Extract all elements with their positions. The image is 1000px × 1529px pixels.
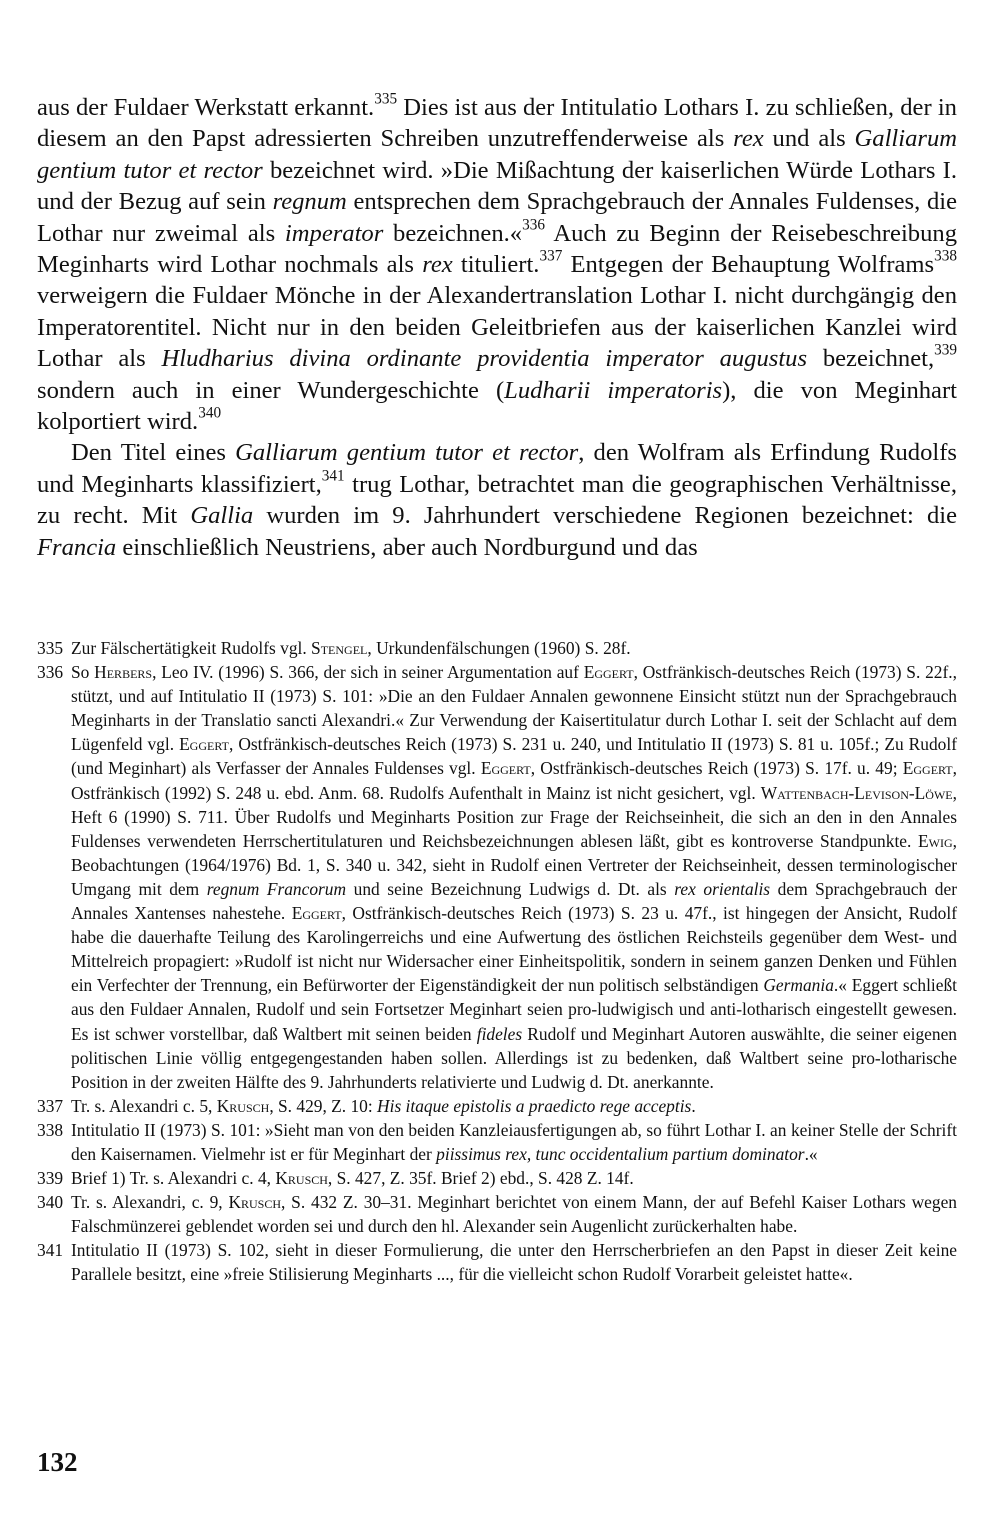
italic-text: His itaque epistolis a praedicto rege acceptis (377, 1095, 692, 1116)
text-run: , Ostfränkisch-deutsches Reich (1973) S. 231 u. 240, und Intitulatio II (1973) S. 81 u. 105f.; Zu Rudolf (und Meginhart) als Verfasser der Annales Fuldenses vgl. (71, 734, 957, 779)
text-run: dem Sprachgebrauch der Annales Xantenses nahestehe. (71, 878, 957, 924)
text-run: wurden im 9. Jahrhundert verschiedene Regionen bezeichnet: die (253, 502, 957, 530)
footnote-reference: 335 (374, 90, 398, 108)
author-name: Wattenbach-Levison-Löwe (760, 782, 953, 803)
italic-text: imperator (284, 219, 384, 247)
text-run: , Heft 6 (1990) S. 711. Über Rudolfs und Meginharts Position zur Frage der Reichseinheit, die sich an den in den Annales Fuldenses verwendeten Herrschertitulaturen und Reichsbezeichnungen ablesen läßt, gibt es kontroverse Standpunkte. (71, 782, 957, 851)
footnote-text (71, 660, 957, 1094)
text-run: trug Lothar, betrachtet man die geographischen Verhältnisse, zu recht. Mit (37, 470, 957, 530)
italic-text: regnum (272, 188, 347, 216)
text-run: und seine Bezeichnung Ludwigs d. Dt. als (346, 878, 675, 899)
text-run: tituliert. (452, 251, 540, 279)
text-run: verweigern die Fuldaer Mönche in der Alexandertranslation Lothar I. nicht durchgängig den Imperatorentitel. Nicht nur in den beiden Geleitbriefen aus der kaiserlichen Kanzlei wird Lothar als (37, 282, 957, 373)
footnote-reference: 336 (522, 216, 545, 234)
italic-text: rex orientalis (674, 878, 771, 899)
text-run: , S. 432 Z. 30–31. Meginhart berichtet von einem Mann, der auf Befehl Kaiser Lothars wegen Falschmünzerei geblendet worden sei und durch den hl. Alexander sein Augenlicht zurückerhalten habe. (71, 1192, 957, 1237)
text-run: , den Wolfram als Erfindung Rudolfs und Meginharts klassifiziert, (37, 439, 957, 498)
footnote-text (71, 1166, 957, 1190)
footnote-text (71, 636, 957, 660)
footnote (37, 1118, 957, 1166)
author-name: Krusch (275, 1168, 328, 1189)
footnote (37, 1166, 957, 1190)
footnote-reference: 339 (934, 341, 957, 359)
italic-text: Hludharius divina ordinante providentia imperator augustus (161, 345, 808, 373)
footnote-reference: 338 (934, 247, 957, 265)
footnote (37, 660, 957, 1094)
text-run: bezeichnen.« (383, 219, 523, 247)
footnote-text (71, 1094, 957, 1118)
italic-text: Gallia (190, 502, 254, 530)
footnote-reference: 340 (198, 404, 222, 422)
footnote (37, 1094, 957, 1118)
footnote-number: 341 (37, 1240, 64, 1261)
footnote-reference: 337 (539, 247, 563, 265)
text-run: Rudolf und Meginhart Autoren auswählte, die seiner eigenen politischen Linie völlig entgegengestanden haben sollen. Allerdings ist zu bedenken, daß Waltbert seine pro-lotharische Position in der zweiten Hälfte des 9. Jahrhunderts relativierte und Ludwig d. Dt. anerkannte. (71, 1023, 957, 1092)
footnote-number: 336 (37, 662, 64, 683)
footnote-text (71, 1118, 957, 1166)
footnote-text (71, 1238, 957, 1286)
text-run: Den Titel eines (71, 439, 236, 467)
footnote-number: 338 (37, 1119, 64, 1140)
text-run: Entgegen der Behauptung Wolframs (562, 251, 935, 279)
text-run: Brief 1) Tr. s. Alexandri c. 4, (71, 1168, 276, 1189)
text-run: Tr. s. Alexandri c. 5, (71, 1095, 217, 1116)
footnote (37, 636, 957, 660)
text-run: ), die von Meginhart kolportiert wird. (37, 376, 957, 436)
footnotes (37, 636, 957, 1287)
italic-text: Galliarum gentium tutor et rector (235, 439, 579, 467)
italic-text: rex (422, 251, 453, 279)
author-name: Herbers (94, 662, 153, 683)
author-name: Eggert (179, 734, 229, 755)
italic-text: Germania (763, 975, 834, 996)
text-run: Intitulatio II (1973) S. 101: »Sieht man von den beiden Kanzleiausfertigungen ab, so führt Lothar I. an keiner Stelle der Schrift den Kaisernamen. Vielmehr ist er für Meginhart der (71, 1119, 957, 1164)
text-run: aus der Fuldaer Werkstatt erkannt. (37, 94, 375, 121)
italic-text: rex (733, 125, 764, 153)
paragraph-1 (37, 92, 957, 437)
text-run: Zur Fälschertätigkeit Rudolfs vgl. (71, 638, 312, 658)
italic-text: regnum Francorum (206, 878, 347, 899)
text-run: , S. 429, Z. 10: (269, 1095, 378, 1116)
text-run: , Urkundenfälschungen (1960) S. 28f. (367, 638, 631, 658)
text-run: , Ostfränkisch-deutsches Reich (1973) S. 22f., stützt, und auf Intitulatio II (1973) S. 101: »Die an den Fuldaer Annalen gewonnene Einsicht stützt nun der Sprachgebrauch Meginharts in der Translatio sancti Alexandri.« Zur Verwendung der Kaisertitulatur durch Lothar I. seit der Schlacht auf dem Lügenfeld vgl. (71, 662, 957, 755)
footnote-number: 337 (37, 1095, 64, 1116)
text-run: Auch zu Beginn der Reisebeschreibung Meginharts wird Lothar nochmals als (37, 219, 957, 279)
author-name: Krusch (228, 1192, 282, 1213)
footnote-number: 335 (37, 638, 64, 658)
italic-text: Galliarum gentium tutor et rector (37, 125, 958, 184)
footnote (37, 1238, 957, 1286)
text-run: entsprechen dem Sprachgebrauch der Annales Fuldenses, die Lothar nur zweimal als (37, 188, 957, 247)
page-number: 132 (37, 1447, 78, 1477)
main-text (37, 92, 957, 563)
text-run: So (71, 662, 95, 683)
text-run: .« (804, 1143, 818, 1164)
text-run: , Ostfränkisch-deutsches Reich (1973) S. 17f. u. 49; (530, 758, 903, 779)
text-run: bezeichnet, (807, 345, 935, 373)
text-run: einschließlich Neustriens, aber auch Nordburgund und das (116, 533, 698, 561)
italic-text: Ludharii imperatoris (504, 376, 723, 404)
footnote (37, 1190, 957, 1238)
author-name: Eggert (583, 662, 634, 683)
text-run: , Ostfränkisch-deutsches Reich (1973) S. 23 u. 47f., ist hingegen der Ansicht, Rudolf habe die dauerhafte Teilung des Karolingerreichs und eine Aufwertung des östlichen Reichsteils gegenüber dem West- und Mittelreich propagiert: »Rudolf ist nicht nur Widersacher einer Einheitspolitik, sondern in seinem ganzen Denken und Fühlen ein Verfechter der Trennung, ein Befürworter der Eigenständigkeit der nun politisch selbständigen (71, 903, 957, 996)
text-run: , Leo IV. (1996) S. 366, der sich in seiner Argumentation auf (152, 662, 584, 683)
italic-text: piissimus rex, tunc occidentalium partium dominator (436, 1143, 805, 1164)
author-name: Ewig (918, 830, 953, 851)
italic-text: Francia (37, 533, 117, 561)
footnote-text (71, 1190, 957, 1238)
text-run: . (691, 1095, 696, 1116)
text-run: bezeichnet wird. »Die Mißachtung der kaiserlichen Würde Lothars I. und der Bezug auf sein (37, 156, 957, 216)
author-name: Krusch (216, 1095, 270, 1116)
text-run: , Ostfränkisch (1992) S. 248 u. ebd. Anm. 68. Rudolfs Aufenthalt in Mainz ist nicht gesichert, vgl. (71, 758, 957, 803)
author-name: Eggert (480, 758, 531, 779)
paragraph-2 (37, 437, 957, 563)
author-name: Stengel (311, 638, 368, 658)
text-run: Intitulatio II (1973) S. 102, sieht in dieser Formulierung, die unter den Herrscherbriefen an den Papst in dieser Zeit keine Parallele besitzt, eine »freie Stilisierung Meginharts ..., für die vielleicht schon Rudolf Vorarbeit geleistet hatte«. (71, 1240, 957, 1285)
footnote-number: 339 (37, 1168, 64, 1189)
footnote-number: 340 (37, 1192, 64, 1213)
text-run: sondern auch in einer Wundergeschichte ( (37, 376, 505, 404)
text-run: , S. 427, Z. 35f. Brief 2) ebd., S. 428 Z. 14f. (327, 1168, 634, 1189)
text-run: Tr. s. Alexandri, c. 9, (71, 1192, 229, 1213)
text-run: Dies ist aus der Intitulatio Lothars I. zu schließen, der in diesem an den Papst adressierten Schreiben unzutreffenderweise als (37, 94, 957, 153)
footnote-reference: 341 (321, 467, 345, 485)
italic-text: fideles (476, 1023, 523, 1044)
text-run: .« Eggert schließt aus den Fuldaer Annalen, Rudolf und sein Fortsetzer Meginhart seien pro-ludwigisch und anti-lotharisch eingestellt gewesen. Es ist schwer vorstellbar, daß Waltbert mit seinen beiden (71, 975, 957, 1044)
author-name: Eggert (902, 758, 953, 779)
author-name: Eggert (291, 903, 342, 924)
text-run: und als (763, 125, 855, 153)
text-run: , Beobachtungen (1964/1976) Bd. 1, S. 340 u. 342, sieht in Rudolf einen Vertreter der Reichseinheit, dessen terminologischer Umgang mit dem (71, 830, 957, 899)
